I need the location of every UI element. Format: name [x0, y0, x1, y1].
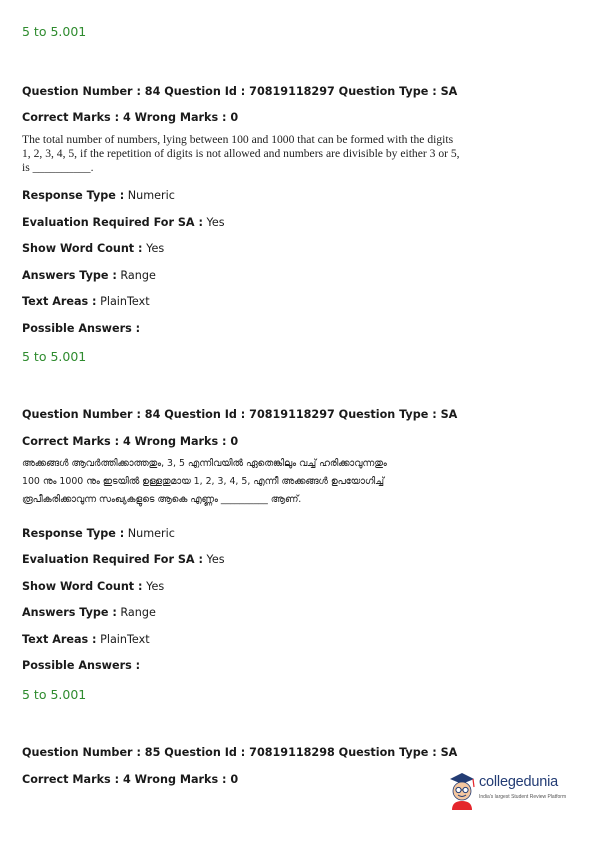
question-marks: Correct Marks : 4 Wrong Marks : 0 — [22, 773, 239, 786]
evaluation-required: Evaluation Required For SA : Yes — [22, 216, 225, 229]
possible-answer-value: 5 to 5.001 — [22, 687, 87, 702]
question-text-line: 1, 2, 3, 4, 5, if the repetition of digits is not allowed and numbers are divisible by either 3 or 5, — [22, 147, 460, 160]
show-word-count: Show Word Count : Yes — [22, 580, 165, 593]
question-header: Question Number : 84 Question Id : 70819118297 Question Type : SA — [22, 85, 458, 98]
mascot-icon — [446, 770, 478, 810]
question-header: Question Number : 85 Question Id : 70819118298 Question Type : SA — [22, 746, 458, 759]
response-type: Response Type : Numeric — [22, 189, 175, 202]
question-text-english — [22, 133, 462, 175]
collegedunia-logo — [446, 770, 576, 810]
question-text-malayalam — [22, 455, 492, 509]
answers-type: Answers Type : Range — [22, 606, 156, 619]
answers-type: Answers Type : Range — [22, 269, 156, 282]
question-header: Question Number : 84 Question Id : 70819118297 Question Type : SA — [22, 408, 458, 421]
question-marks: Correct Marks : 4 Wrong Marks : 0 — [22, 435, 239, 448]
question-marks: Correct Marks : 4 Wrong Marks : 0 — [22, 111, 239, 124]
question-text-line: രൂപീകരിക്കാവുന്ന സംഖ്യകളുടെ ആകെ എണ്ണം __________ ആണ്. — [22, 494, 302, 505]
text-areas: Text Areas : PlainText — [22, 295, 150, 308]
response-type: Response Type : Numeric — [22, 527, 175, 540]
possible-answer-value: 5 to 5.001 — [22, 349, 87, 364]
possible-answers-label: Possible Answers : — [22, 659, 141, 672]
question-text-line: is __________. — [22, 161, 94, 174]
evaluation-required: Evaluation Required For SA : Yes — [22, 553, 225, 566]
logo-tagline: India's largest Student Review Platform — [479, 794, 567, 800]
possible-answers-label: Possible Answers : — [22, 322, 141, 335]
possible-answer-value: 5 to 5.001 — [22, 24, 87, 39]
logo-name: collegedunia — [479, 774, 559, 790]
question-text-line: അക്കങ്ങൾ ആവർത്തിക്കാത്തതും, 3, 5 എന്നിവയിൽ ഏതെങ്കിലും വച്ച് ഹരിക്കാവുന്നതും — [22, 458, 387, 469]
show-word-count: Show Word Count : Yes — [22, 242, 165, 255]
question-text-line: The total number of numbers, lying between 100 and 1000 that can be formed with the digits — [22, 133, 454, 146]
question-text-line: 100 നും 1000 നും ഇടയിൽ ഉള്ളതുമായ 1, 2, 3, 4, 5, എന്നീ അക്കങ്ങൾ ഉപയോഗിച്ച് — [22, 476, 384, 487]
text-areas: Text Areas : PlainText — [22, 633, 150, 646]
